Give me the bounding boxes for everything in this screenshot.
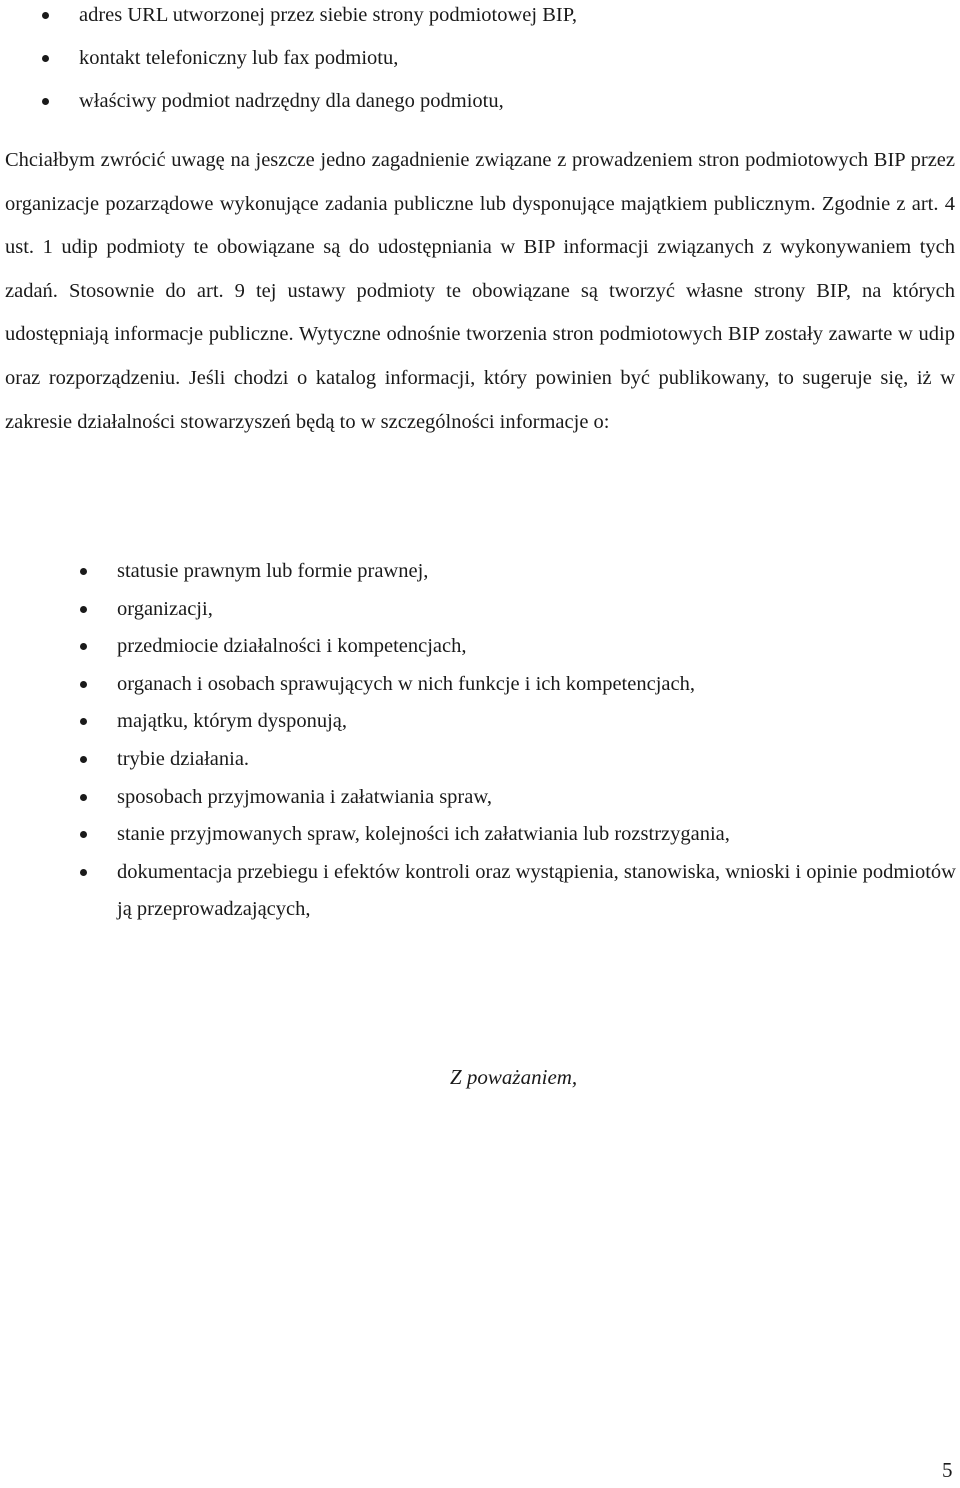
closing-salutation: Z poważaniem, <box>450 1065 578 1089</box>
list-item-text: statusie prawnym lub formie prawnej, <box>117 560 429 582</box>
list-item <box>0 553 960 591</box>
page-number: 5 <box>942 1458 953 1482</box>
bullet-icon <box>80 718 87 725</box>
list-item-text: przedmiocie działalności i kompetencjach, <box>117 635 467 658</box>
list-item-text: sposobach przyjmowania i załatwiania spraw, <box>117 785 492 808</box>
list-item <box>0 854 960 929</box>
bullet-icon <box>42 98 49 105</box>
information-catalog-list <box>0 553 960 929</box>
list-item <box>0 779 960 817</box>
bullet-icon <box>80 794 87 801</box>
list-item-text: majątku, którym dysponują, <box>117 710 348 733</box>
list-item <box>0 43 960 86</box>
list-item-text: kontakt telefoniczny lub fax podmiotu, <box>79 47 399 69</box>
bullet-icon <box>42 12 49 19</box>
bullet-icon <box>80 681 87 688</box>
bullet-icon <box>42 55 49 62</box>
bullet-icon <box>80 869 87 876</box>
list-item <box>0 666 960 704</box>
list-item <box>0 816 960 854</box>
bullet-icon <box>80 568 87 575</box>
bullet-icon <box>80 756 87 763</box>
list-item <box>0 741 960 779</box>
list-item <box>0 703 960 741</box>
list-item <box>0 628 960 666</box>
contact-details-list <box>0 0 960 129</box>
list-item-text: stanie przyjmowanych spraw, kolejności ich załatwiania lub rozstrzygania, <box>117 823 730 846</box>
body-paragraph: Chciałbym zwrócić uwagę na jeszcze jedno zagadnienie związane z prowadzeniem stron podmiotowych BIP przez organizacje pozarządowe wykonujące zadania publiczne lub dysponujące majątkiem publicznym. Zgodnie z art. 4 ust. 1 udip podmioty te obowiązane są do udostępniania w BIP informacji związanych z wykonywaniem tych zadań. Stosownie do art. 9 tej ustawy podmioty te obowiązane są tworzyć własne strony BIP, na których udostępniają informacje publiczne. Wytyczne odnośnie tworzenia stron podmiotowych BIP zostały zawarte w udip oraz rozporządzeniu. Jeśli chodzi o katalog informacji, który powinien być publikowany, to sugeruje się, iż w zakresie działalności stowarzyszeń będą to w szczególności informacje o: <box>5 149 955 433</box>
list-item-text: organizacji, <box>117 597 213 620</box>
bullet-icon <box>80 831 87 838</box>
list-item-text: właściwy podmiot nadrzędny dla danego podmiotu, <box>79 90 504 112</box>
list-item-text: dokumentacja przebiegu i efektów kontroli oraz wystąpienia, stanowiska, wnioski i opinie podmiotów ją przeprowadzających, <box>117 860 956 921</box>
bullet-icon <box>80 643 87 650</box>
list-item-text: organach i osobach sprawujących w nich funkcje i ich kompetencjach, <box>117 672 695 695</box>
list-item <box>0 0 960 43</box>
list-item-text: trybie działania. <box>117 747 250 770</box>
list-item <box>0 86 960 129</box>
list-item-text: adres URL utworzonej przez siebie strony podmiotowej BIP, <box>79 4 577 26</box>
list-item <box>0 591 960 629</box>
bullet-icon <box>80 606 87 613</box>
